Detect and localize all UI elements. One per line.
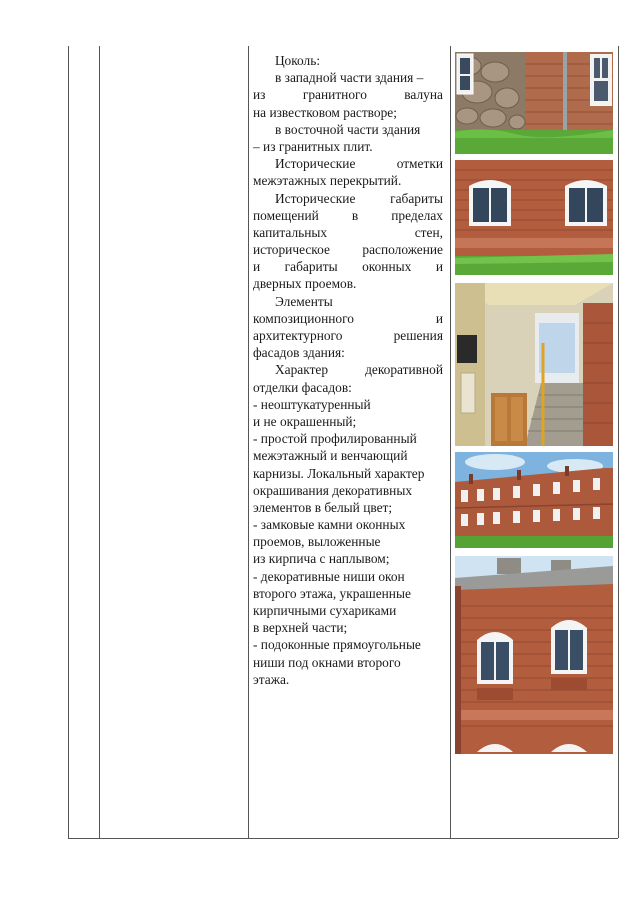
photo-interior-staircase [455,283,613,446]
text-line: этажа. [253,671,290,687]
upper-window-left [477,632,513,684]
text-line: - простой профилированный [253,431,417,447]
text-line: - подоконные прямоугольные [253,637,421,653]
photo-plinth-granite-boulder [455,52,613,154]
text-line: дверных проемов. [253,276,357,292]
text-line: ниши под окнами второго [253,654,401,670]
text-line: фасадов здания: [253,345,345,361]
text-line: из кирпича с наплывом; [253,551,390,567]
description-text [253,52,443,688]
text-line: карнизы. Локальный характер [253,465,425,481]
text-line: в верхней части; [253,620,348,636]
photo-brick-wall-windows [455,160,613,275]
text-line: историческое расположение [253,242,443,258]
table-border-right [618,46,619,838]
text-line: на известковом растворе; [253,104,397,120]
text-line: Исторические отметки [275,156,443,172]
text-line: второго этажа, украшенные [253,585,411,601]
text-line: и габариты оконных и [253,259,443,275]
window-right [565,180,607,226]
text-line: окрашивания декоративных [253,482,413,498]
text-line: капитальных стен, [253,224,443,240]
text-line: межэтажный и венчающий [253,448,408,464]
text-line: в восточной части здания [275,121,421,137]
table-bottom-rule [68,838,618,839]
photo-building-facade [455,452,613,548]
table-border-left [68,46,69,838]
text-line: Характер декоративной [275,362,443,378]
text-line: и не окрашенный; [253,413,357,429]
text-line: Исторические габариты [275,190,443,206]
table-column-divider-3 [450,46,451,838]
text-line: помещений в пределах [253,207,443,223]
text-line: в западной части здания – [275,70,424,86]
text-line: межэтажных перекрытий. [253,173,402,189]
text-line: Элементы [275,293,333,309]
photo-upper-facade-detail [455,556,613,754]
table-column-divider-2 [248,46,249,838]
text-line: Цоколь: [275,53,321,68]
text-line: проемов, выложенные [253,534,381,550]
text-line: из гранитного валуна [253,87,443,103]
text-line: - замковые камни оконных [253,517,406,533]
window-left [469,180,511,226]
upper-window-right [551,620,587,674]
text-line: - декоративные ниши окон [253,568,405,584]
text-line: элементов в белый цвет; [253,499,393,515]
text-line: кирпичными сухариками [253,603,397,618]
table-column-divider-1 [99,46,100,838]
text-line: отделки фасадов: [253,379,352,395]
text-line: – из гранитных плит. [253,138,373,154]
text-line: - неоштукатуренный [253,396,371,412]
text-line: архитектурного решения [253,328,443,343]
text-line: композиционного и [253,310,443,326]
